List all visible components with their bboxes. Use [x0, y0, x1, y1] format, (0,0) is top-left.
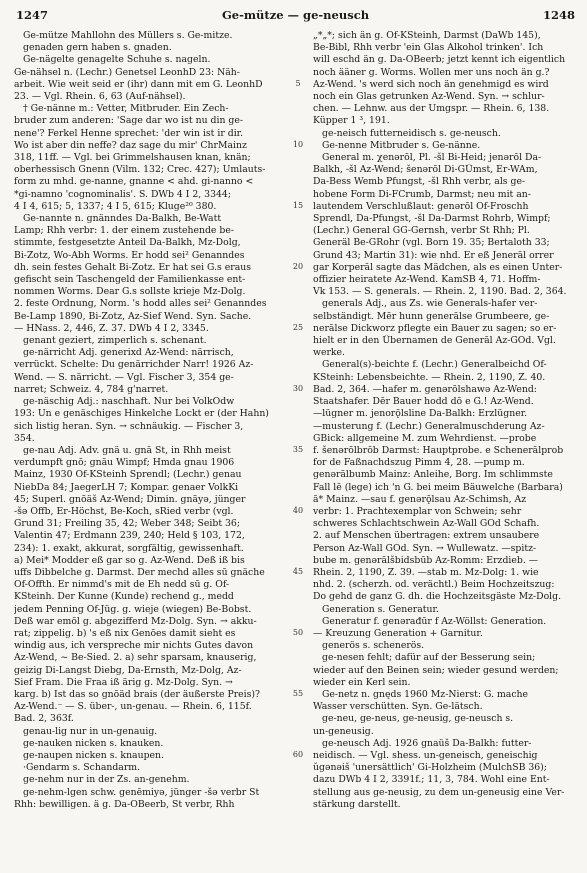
text-line: 354.	[14, 432, 35, 444]
text-line: 193: Un e genäschiges Hinkelche Lockt er (der Hahn)	[14, 408, 269, 420]
text-line: geizig Di-Langst Diebg, Da-Ernsth, Mz-Dolg, Az-	[14, 664, 242, 676]
text-line: Do gehd de ganz G. dh. die Hochzeitsgäste Mz-Dolg.	[313, 591, 562, 603]
text-line: † Ge-nänne m.: Vetter, Mitbruder. Ein Zech-	[23, 103, 229, 115]
text-line: Generäl Be-GRohr (vgl. Born 19. 35; Bertaloth 33;	[313, 237, 550, 249]
text-line: form zu mhd. ge-nanne, gnanne < ahd. gi-nanno <	[14, 176, 254, 188]
text-line: sich listig heran. Syn. → schnäukig. — Fischer 3,	[14, 420, 244, 432]
text-line: Sief Fram. Die Fraa iß ärig g. Mz-Dolg. Syn. →	[14, 676, 233, 688]
text-line: hobene Form Di-FCrumb, Darmst; neu mit an-	[313, 188, 531, 200]
text-line: 23. — Vgl. Rhein. 6, 63 (Auf-nähsel).	[14, 91, 186, 103]
text-line: genau-lig nur in un-genauig.	[23, 725, 158, 737]
text-line: werke.	[313, 347, 345, 359]
text-line: Vk 153. — S. generals. — Rhein. 2, 1190. Bad. 2, 364.	[313, 286, 567, 298]
text-line: arbeit. Wie weit seid er (ihr) dann mit em G. LeonhD	[14, 78, 263, 90]
text-line: ge-neisch futterneidisch s. ge-neusch.	[322, 127, 501, 139]
text-line: verdumpft gnō; gnāu Wimpf; Hmda gnau 1906	[14, 457, 235, 469]
text-line: Ge-nannte n. gnänndes Da-Balkh, Be-Watt	[23, 213, 222, 225]
text-line: Ge-mütze Mahllohn des Müllers s. Ge-mitze.	[23, 30, 233, 41]
line-number: 5	[295, 78, 301, 88]
running-title: Ge-mütze — ge-neusch	[221, 8, 370, 22]
text-line: oberhessisch Gnenn (Vilm. 132; Crec. 427); Umlauts-	[14, 164, 266, 176]
text-line: ge-nehm nur in der Zs. an-genehm.	[23, 774, 190, 786]
text-line: ge-närricht Adj. generixd Az-Wend: närrisch,	[23, 347, 234, 359]
text-line: KSteinh. Der Kunne (Kunde) rechend g., medd	[14, 591, 234, 603]
text-line: Az-Wend. 's werd sich noch än genehmigd es wird	[313, 78, 549, 90]
text-line: Valentin 47; Erdmann 239, 240; Held § 103, 172,	[14, 530, 245, 542]
text-line: ge-nauken nicken s. knauken.	[23, 737, 164, 749]
text-line: karg. b) Ist das so gnōäd brais (der äußerste Preis)?	[14, 688, 261, 700]
text-line: Deß war emōl g. abgezifferd Mz-Dolg. Syn. → akku-	[14, 615, 257, 627]
text-line: ge-naupen nicken s. knaupen.	[23, 749, 164, 761]
page-number-right: 1248	[542, 8, 575, 22]
text-line: Da-Bess Wemb Pfungst, -šl Rhh verbr, als ge-	[313, 176, 526, 188]
text-line: uffs Dibbelche g. Darmst. Der mechd alles sū gnäche	[14, 566, 265, 578]
page-number-left: 1247	[16, 8, 49, 22]
text-line: dazu DWb 4 I 2, 3391f.; 11, 3, 784. Wohl eine Ent-	[313, 774, 550, 786]
line-number: 35	[292, 444, 304, 454]
text-line: Ge-nenne Mitbruder s. Ge-nänne.	[322, 139, 481, 151]
text-line: rat; zippelig. b) 's eß nix Genōes damit sieht es	[14, 627, 236, 639]
text-line: — Kreuzung Generation + Garnitur.	[313, 627, 483, 639]
text-line: wieder ein Kerl sein.	[313, 676, 411, 688]
text-line: verbr: 1. Prachtexemplar von Schwein; sehr	[313, 505, 522, 517]
text-line: ge-neu, ge-neus, ge-neusig, ge-neusch s.	[322, 713, 514, 725]
text-line: for de Faßnachdszug Pimm 4, 28. —pump m.	[313, 457, 525, 469]
text-line: 4 I 4, 615; 5, 1337; 4 I 5, 615; Kluge²⁰ 380.	[14, 200, 217, 212]
text-line: Az-Wend, ~ Be-Sied. 2. a) sehr sparsam, knauserig,	[14, 652, 257, 664]
text-line: Wo ist aber din neffe? daz sage du mir' ChrMainz	[14, 139, 247, 151]
text-line: Bad. 2, 363f.	[14, 713, 74, 725]
text-line: ge-nesen fehlt; dafür auf der Besserung sein;	[322, 652, 536, 664]
text-line: schweres Schlachtschwein Az-Wall GOd Schafh.	[313, 518, 540, 530]
text-line: generals Adj., aus Zs. wie Generals-hafer ver-	[322, 298, 538, 310]
text-line: 2. feste Ordnung, Norm. 's hodd alles sei² Genanndes	[14, 298, 267, 310]
page-header	[16, 8, 575, 26]
text-line: General(s)-beichte f. (Lechr.) Generalbeichd Of-	[322, 359, 547, 371]
text-line: Rhh: bewilligen. ä g. Da-OBeerb, St verbr, Rhh	[14, 798, 235, 810]
text-line: 318, 11ff. — Vgl. bei Grimmelshausen knan, knän;	[14, 152, 251, 164]
text-line: nommen Worms. Dear G.s sollste krieje Mz-Dolg.	[14, 286, 246, 298]
text-line: General m. χenərōl, Pl. -šl Bi-Heid; jenərōl Da-	[322, 152, 542, 164]
text-line: -šə Offb, Er-Höchst, Be-Koch, sRied verbr (vgl.	[14, 505, 234, 517]
text-line: gar Korperāl sagte das Mädchen, als es einen Unter-	[313, 261, 563, 273]
text-line: — HNass. 2, 446, Z. 37. DWb 4 I 2, 3345.	[14, 322, 209, 334]
line-number: 40	[292, 505, 304, 515]
text-line: Ge-nähsel n. (Lechr.) Genetsel LeonhD 23: Näh-	[14, 66, 240, 78]
text-line: Grund 31; Freiling 35, 42; Weber 348; Seibt 36;	[14, 518, 240, 530]
text-line: Küpper 1 ³, 191.	[313, 115, 390, 127]
text-line: stärkung darstellt.	[313, 798, 401, 810]
text-line: Bad. 2, 364. —hafer m. genərōlshawə Az-Wend:	[313, 383, 537, 395]
text-line: stellung aus ge-neusig, zu dem un-geneusig eine Ver-	[313, 786, 565, 798]
text-line: will eschd än g. Da-OBeerb; jetzt kennt ich eigentlich	[313, 54, 566, 66]
text-line: Wasser verschütten. Syn. Ge-lätsch.	[313, 701, 483, 713]
text-line: Lamp; Rhh verbr: 1. der einem zustehende be-	[14, 225, 234, 237]
line-number: 55	[292, 688, 304, 698]
line-number: 25	[292, 322, 304, 332]
line-number: 50	[292, 627, 304, 637]
text-line: Be-Lamp 1890, Bi-Zotz, Az-Sief Wend. Syn. Sache.	[14, 310, 252, 322]
text-line: bube m. genərālšbidsbūb Az-Romm: Erzdieb. —	[313, 554, 539, 566]
text-line: genərālbumb Mainz: Anleihe, Borg. Im schlimmste	[313, 469, 553, 481]
text-line: hielt er in den Übernamen de Generāl Az-GOd. Vgl.	[313, 335, 556, 347]
text-line: GBick: allgemeine M. zum Wehrdienst. —probe	[313, 432, 537, 444]
text-line: Sprendl, Da-Pfungst, -šl Da-Darmst Rohrb, Wimpf;	[313, 213, 551, 225]
right-column	[313, 30, 583, 868]
text-line: „*„*; sich än g. Of-KSteinh, Darmst (DaWb 145),	[313, 30, 541, 41]
text-line: verrückt. Schelte: Du genärrichder Narr! 1926 Az-	[14, 359, 254, 371]
text-line: generös s. schenerös.	[322, 640, 425, 652]
text-line: chen. — Lehnw. aus der Umgspr. — Rhein. 6, 138.	[313, 103, 550, 115]
text-line: Rhein. 2, 1190, Z. 39. —stab m. Mz-Dolg: 1. wie	[313, 566, 539, 578]
text-line: Wend. — S. närricht. — Vgl. Fischer 3, 354 ge-	[14, 371, 234, 383]
line-number: 30	[292, 383, 304, 393]
text-line: Mainz, 1930 Of-KSteinh Sprendl; (Lechr.) genau	[14, 469, 242, 481]
line-number: 45	[292, 566, 304, 576]
text-line: Staatshafer. Dēr Bauer hodd dō e G.! Az-Wend.	[313, 396, 534, 408]
text-line: bruder zum anderen: 'Sage dar wo ist nu din ge-	[14, 115, 244, 127]
line-number: 10	[292, 139, 304, 149]
line-number: 20	[292, 261, 304, 271]
left-column	[14, 30, 284, 868]
text-line: ge-nehm-lgen schw. genēmiyə, jünger -šə verbr St	[23, 786, 260, 798]
text-line: lautendem Verschlußlaut: genərōl Of-Froschh	[313, 200, 529, 212]
text-line: wieder auf den Beinen sein; wieder gesund werden;	[313, 664, 559, 676]
text-line: noch ääner g. Worms. Wollen mer uns noch än g.?	[313, 66, 550, 78]
text-line: stimmte, festgesetzte Anteil Da-Balkh, Mz-Dolg,	[14, 237, 241, 249]
text-line: Generatur f. genərađūr f Az-Wöllst: Generation.	[322, 615, 547, 627]
text-line: ge-nau Adj. Adv. gnä u. gnā St, in Rhh meist	[23, 444, 231, 456]
text-line: narret; Schweiz. 4, 784 g'narret.	[14, 383, 169, 395]
line-number-gutter	[288, 30, 310, 868]
text-line: Of-Offth. Er nimmd's mit de Eh nedd sū g. Of-	[14, 579, 230, 591]
text-line: noch ein Glas getrunken Az-Wend. Syn. → schlur-	[313, 91, 545, 103]
text-line: *gi-namno 'cognominalis'. S. DWb 4 I 2, 3344;	[14, 188, 231, 200]
text-line: —musterung f. (Lechr.) Generalmuschderung Az-	[313, 420, 545, 432]
text-line: f. šenərōlbrōb Darmst: Hauptprobe. e Schenerālprob	[313, 444, 564, 456]
text-line: Bi-Zotz, Wo-Abh Worms. Er hodd sei² Genanndes	[14, 249, 245, 261]
text-line: (Lechr.) General GG-Gernsh, verbr St Rhh; Pl.	[313, 225, 530, 237]
text-line: Grund 43; Martin 31): wie nhd. Er eß Jenerāl orrer	[313, 249, 554, 261]
text-line: jedem Penning Of-Jüg. g. wieje (wiegen) Be-Bobst.	[14, 603, 252, 615]
text-line: ŭgənəiš 'unersättlich' Gi-Holzheim (MulchSB 36);	[313, 762, 547, 774]
text-line: selbständigt. Mēr hunn generālse Grumbeere, ge-	[313, 310, 550, 322]
text-line: genaden gern haben s. gnaden.	[23, 42, 172, 54]
text-line: ge-näschig Adj.: naschhaft. Nur bei VolkOdw	[23, 396, 235, 408]
text-line: Be-Bibl, Rhh verbr 'ein Glas Alkohol trinken'. Ich	[313, 42, 544, 54]
text-line: nerālse Dickworz pflegte ein Bauer zu sagen; so er-	[313, 322, 557, 334]
text-line: 234): 1. exakt, akkurat, sorgfältig, gewissenhaft.	[14, 542, 244, 554]
text-line: genant geziert, zimperlich s. schenant.	[23, 335, 207, 347]
text-line: Ge-nägelte genagelte Schuhe s. nageln.	[23, 54, 211, 66]
text-line: nhd. 2. (scherzh. od. verächtl.) Beim Hochzeitszug:	[313, 579, 555, 591]
text-line: offizier heiratete Az-Wend. KamSB 4, 71. Hoffm-	[313, 274, 541, 286]
text-line: Fall lē (lege) ich 'n G. bei meim Bäuwelche (Barbara)	[313, 481, 563, 493]
text-line: ā* Mainz. —sau f. genərǭlsau Az-Schimsh, Az	[313, 493, 527, 505]
line-number: 15	[292, 200, 304, 210]
text-line: ·Gendarm s. Schandarm.	[23, 762, 141, 774]
text-line: gefischt sein Taschengeld der Familienkasse ent-	[14, 274, 246, 286]
text-line: Az-Wend.⁻ — S. über-, un-genau. — Rhein. 6, 115f.	[14, 701, 252, 713]
text-line: dh. sein festes Gehalt Bi-Zotz. Er hat sei G.s eraus	[14, 261, 252, 273]
text-line: 45; Superl. gnōäš Az-Wend; Dimin. gnāyə, jünger	[14, 493, 246, 505]
text-line: windig aus, ich verspreche mir nichts Gutes davon	[14, 640, 254, 652]
text-line: nene'? Ferkel Henne sprechet: 'der win ist ir dir.	[14, 127, 244, 139]
text-line: Generation s. Generatur.	[322, 603, 439, 615]
text-line: —lügner m. jenorǭlsline Da-Balkh: Erzlügner.	[313, 408, 528, 420]
line-number: 60	[292, 749, 304, 759]
text-line: NiebDa 84; JaegerLH 7; Kompar. genaer VolkKi	[14, 481, 239, 493]
text-line: a) Mei* Modder eß gar so g. Az-Wend. Deß iß bis	[14, 554, 245, 566]
text-line: 2. auf Menschen übertragen: extrem unsaubere	[313, 530, 540, 542]
text-line: KSteinh: Lebensbeichte. — Rhein. 2, 1190, Z. 40.	[313, 371, 546, 383]
text-line: ge-neusch Adj. 1926 gnaüš Da-Balkh: futter-	[322, 737, 532, 749]
text-line: neidisch. — Vgl. shess. un-geneisch, geneischig	[313, 749, 538, 761]
text-line: Person Az-Wall GOd. Syn. → Wullewatz. —spitz-	[313, 542, 537, 554]
text-line: un-geneusig.	[313, 725, 374, 737]
text-line: Ge-netz n. gnęds 1960 Mz-Nierst: G. mache	[322, 688, 529, 700]
text-line: Balkh, -šl Az-Wend; šenərōl Di-GÜmst, Er-WAm,	[313, 164, 538, 176]
